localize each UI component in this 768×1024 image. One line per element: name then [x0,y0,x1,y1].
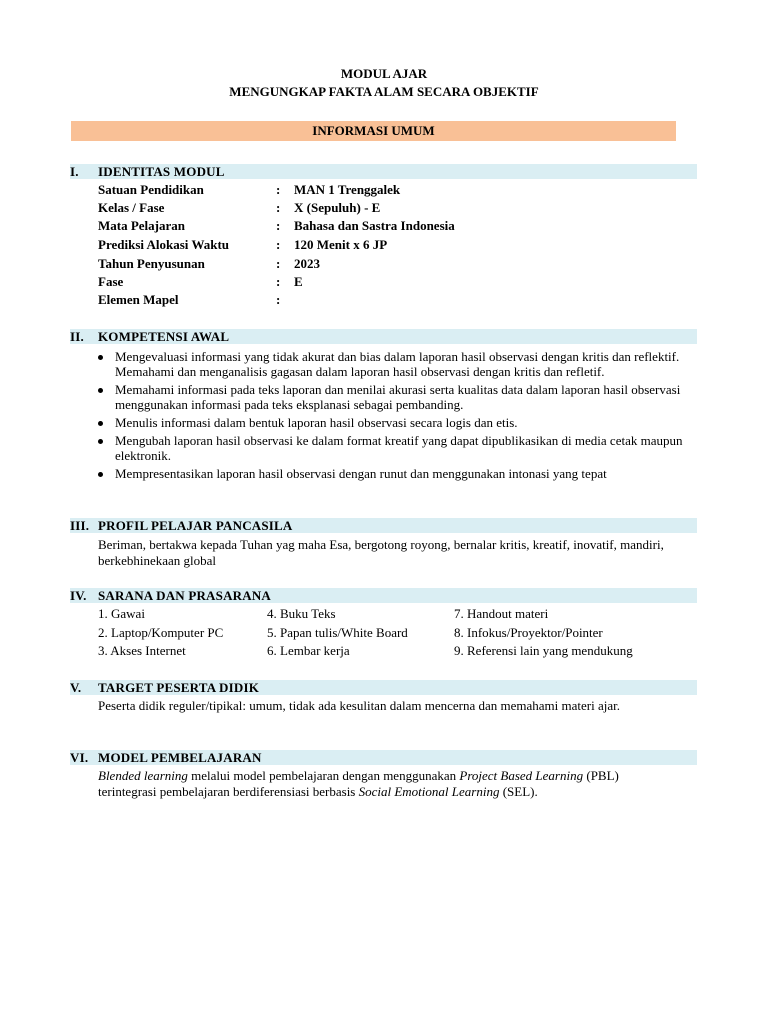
identity-label: Mata Pelajaran [98,218,186,233]
section-title: PROFIL PELAJAR PANCASILA [98,518,293,533]
model-term: Project Based Learning [459,768,584,783]
bullet-icon [98,388,103,393]
sarana-item: 9. Referensi lain yang mendukung [454,643,633,658]
sarana-item: 7. Handout materi [454,606,549,621]
identity-value: E [294,274,303,289]
list-item [98,382,698,412]
identity-colon: : [276,292,281,307]
identity-label: Satuan Pendidikan [98,182,204,197]
target-text: Peserta didik reguler/tipikal: umum, tidak ada kesulitan dalam mencerna dan memahami materi ajar. [98,698,620,713]
sarana-item: 8. Infokus/Proyektor/Pointer [454,625,603,640]
list-item-text: Memahami informasi pada teks laporan dan menilai akurasi serta kualitas data dalam laporan hasil observasi menggunakan informasi pada teks eksplanasi sebagai pembanding. [115,382,681,412]
section-title: IDENTITAS MODUL [98,164,225,179]
bullet-icon [98,355,103,360]
sarana-item: 5. Papan tulis/White Board [267,625,408,640]
identity-label: Kelas / Fase [98,200,165,215]
identity-label: Fase [98,274,124,289]
list-item-text: Mengevaluasi informasi yang tidak akurat dan bias dalam laporan hasil observasi dengan kritis dan reflektif. Memahami dan menganalisis gagasan dalam laporan hasil observasi dengan kritis dan refletif. [115,349,680,379]
sarana-item: 4. Buku Teks [267,606,336,621]
list-item [98,466,698,481]
model-term: Blended learning [98,768,188,783]
sarana-item: 3. Akses Internet [98,643,186,658]
profil-text: Beriman, bertakwa kepada Tuhan yag maha Esa, bergotong royong, bernalar kritis, kreatif, inovatif, mandiri, berkebhinekaan global [98,537,664,568]
sarana-item: 2. Laptop/Komputer PC [98,625,224,640]
identity-label: Elemen Mapel [98,292,179,307]
model-text-part: (SEL). [499,784,538,799]
section-model-header [70,750,697,765]
bullet-icon [98,421,103,426]
document-subtitle: MENGUNGKAP FAKTA ALAM SECARA OBJEKTIF [229,84,539,99]
sarana-item: 1. Gawai [98,606,145,621]
identity-label: Prediksi Alokasi Waktu [98,237,230,252]
identity-label: Tahun Penyusunan [98,256,205,271]
section-sarana-header [70,588,697,603]
identity-colon: : [276,256,281,271]
document-title: MODUL AJAR [340,66,428,81]
section-target-header [70,680,697,695]
list-item-text: Menulis informasi dalam bentuk laporan hasil observasi secara logis dan etis. [115,415,518,430]
list-item [98,433,698,463]
list-item-text: Mengubah laporan hasil observasi ke dalam format kreatif yang dapat dipublikasikan di media cetak maupun elektronik. [115,433,683,463]
identity-colon: : [276,200,281,215]
section-title: KOMPETENSI AWAL [98,329,230,344]
section-title: TARGET PESERTA DIDIK [98,680,260,695]
identity-colon: : [276,218,281,233]
model-text [98,768,678,800]
model-text-part: melalui model pembelajaran dengan menggunakan [187,768,460,783]
section-number: II. [70,329,84,344]
identity-value: MAN 1 Trenggalek [294,182,401,197]
identity-colon: : [276,182,281,197]
kompetensi-list [98,349,698,484]
section-number: I. [70,164,79,179]
identity-value: 2023 [294,256,320,271]
identity-value: Bahasa dan Sastra Indonesia [294,218,455,233]
section-kompetensi-header [70,329,697,344]
list-item-text: Mempresentasikan laporan hasil observasi dengan runut dan menggunakan intonasi yang tepat [115,466,607,481]
identity-value: 120 Menit x 6 JP [294,237,388,252]
section-number: VI. [70,750,89,765]
identity-value: X (Sepuluh) - E [294,200,381,215]
list-item [98,415,698,430]
model-text-part: (PBL) terintegrasi pembelajaran berdiferensiasi berbasis [98,768,619,799]
identity-colon: : [276,274,281,289]
sarana-item: 6. Lembar kerja [267,643,350,658]
bullet-icon [98,472,103,477]
info-umum-banner: INFORMASI UMUM [71,121,676,141]
list-item [98,349,698,379]
identity-colon: : [276,237,281,252]
section-profil-header [70,518,697,533]
bullet-icon [98,439,103,444]
section-number: IV. [70,588,87,603]
section-title: SARANA DAN PRASARANA [98,588,272,603]
section-title: MODEL PEMBELAJARAN [98,750,262,765]
section-number: V. [70,680,82,695]
model-term: Social Emotional Learning [358,784,500,799]
section-identitas-header [70,164,697,179]
section-number: III. [70,518,90,533]
